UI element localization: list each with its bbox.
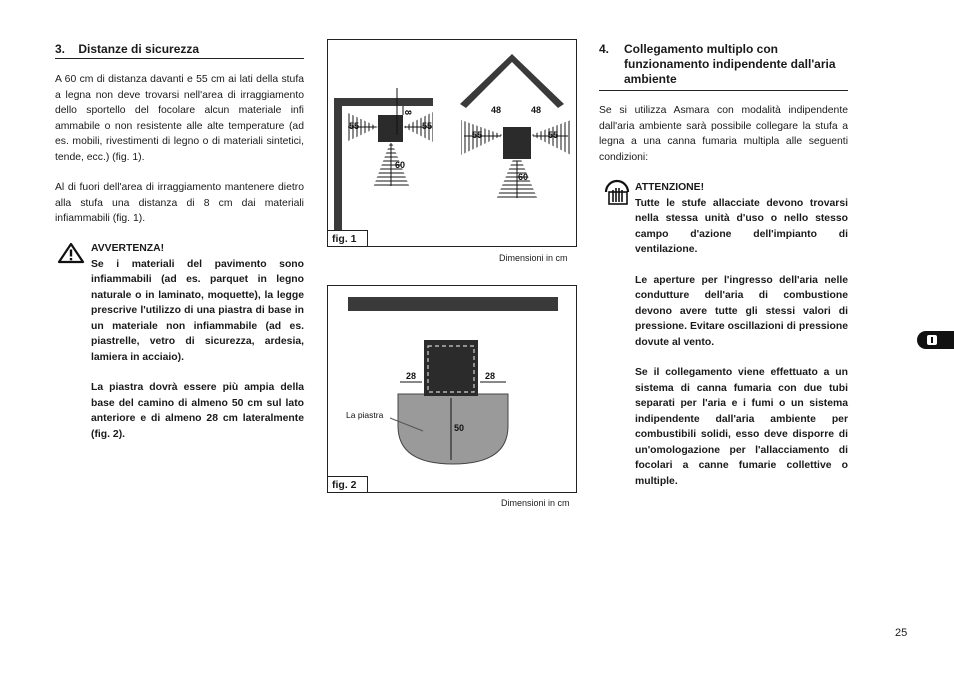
- dim-side-right: 55: [422, 121, 433, 131]
- section-3-heading: 3. Distanze di sicurezza: [55, 42, 200, 56]
- dim-corner-side-left: 55: [472, 130, 483, 140]
- attention-block: [635, 180, 848, 504]
- attention-paragraph-3: Se il collegamento viene effettuato a un sistema di canna fumaria con due tubi separati per l'aria e i fumi o un sistema indipendente dall'aria ambiente per combustibili solidi, esso deve disporre di un'omologazione per l'allacciamento di focolari a canne fumarie collettive o multiple.: [635, 367, 848, 487]
- warning-plate-paragraph: La piastra dovrà essere più ampia della base del camino di almeno 50 cm sul lato anteriore e di almeno 28 cm lateralmente (fig. 2).: [91, 382, 304, 440]
- figure-2: [327, 285, 577, 493]
- language-tab-italian: [917, 331, 954, 349]
- warning-title: AVVERTENZA!: [91, 243, 165, 254]
- figure-1-diagram: [328, 40, 576, 246]
- stove-footprint: [424, 340, 478, 396]
- dim-plate-side-right: 28: [485, 371, 496, 381]
- attention-hand-icon: [603, 178, 633, 206]
- wall-left: [334, 98, 342, 238]
- figure-2-diagram: [328, 286, 576, 492]
- dim-corner-side-right: 55: [548, 130, 559, 140]
- plate-label: La piastra: [346, 410, 384, 420]
- warning-block: [91, 241, 304, 457]
- warning-triangle-icon: [57, 242, 85, 264]
- warning-floor-paragraph: Se i materiali del pavimento sono infiammabili (ad es. parquet in legno naturale o in laminato, moquette), la legge prescrive l'utilizzo di una piastra di base in un materiale non infiammabile (ad es. piastrelle, vetro di sicurezza, ardesia, lamiera in acciaio).: [91, 258, 304, 363]
- section-4-intro: Se si utilizza Asmara con modalità indipendente dall'aria ambiente sarà possibile collegare la stufa a legna a una canna fumaria multipla alle seguenti condizioni:: [599, 105, 848, 163]
- attention-paragraph-1: Tutte le stufe allacciate devono trovarsi nella stessa unità d'uso o nello stesso campo d'azione dell'impianto di ventilazione.: [635, 197, 848, 255]
- section-4-number: 4.: [599, 42, 610, 56]
- dim-plate-front: 50: [454, 423, 465, 433]
- corner-wall: [460, 54, 564, 108]
- figure-1-label: fig. 1: [328, 230, 368, 246]
- paragraph-rear-distance: Al di fuori dell'area di irraggiamento mantenere dietro alla stufa una distanza di 8 cm dai materiali infiammabili (fig. 1).: [55, 182, 304, 224]
- dim-corner-front: 60: [518, 172, 529, 182]
- figure-2-caption: Dimensioni in cm: [501, 498, 570, 508]
- attention-title: ATTENZIONE!: [635, 182, 705, 193]
- wall-top: [334, 98, 433, 106]
- dim-side-left: 55: [349, 121, 360, 131]
- left-text: [55, 72, 304, 242]
- section-4-heading: Collegamento multiplo con funzionamento indipendente dall'aria ambiente: [624, 42, 836, 86]
- figure-1-caption: Dimensioni in cm: [499, 253, 568, 263]
- page-number: 25: [895, 627, 908, 639]
- paragraph-irradiation-area: A 60 cm di distanza davanti e 55 cm ai lati della stufa a legna non deve trovarsi nell'area di irraggiamento dello sportello del focolare alcun materiale infi ammabile o non resistente alle alte temperature (ad es. mobili, rivestimenti di legno o di materiali sintetici, tende, ecc.) (fig. 1).: [55, 74, 304, 163]
- stove-left: [378, 115, 403, 142]
- figure-2-label: fig. 2: [328, 476, 368, 492]
- figure-1: [327, 39, 577, 247]
- dim-back: 8: [403, 110, 413, 116]
- stove-corner: [503, 127, 531, 159]
- dim-corner-right: 48: [531, 105, 542, 115]
- dim-plate-side-left: 28: [406, 371, 417, 381]
- dim-front: 60: [395, 160, 406, 170]
- dim-corner-left: 48: [491, 105, 502, 115]
- section-3-rule: [55, 58, 304, 59]
- section-4-rule: [599, 90, 848, 91]
- attention-paragraph-2: Le aperture per l'ingresso dell'aria nelle condutture dell'aria di combustione devono avere tutte gli stessi valori di pressione. Evitare oscillazioni di pressione dovute al vento.: [635, 274, 848, 348]
- base-plate: [398, 394, 508, 464]
- rear-wall: [348, 297, 558, 311]
